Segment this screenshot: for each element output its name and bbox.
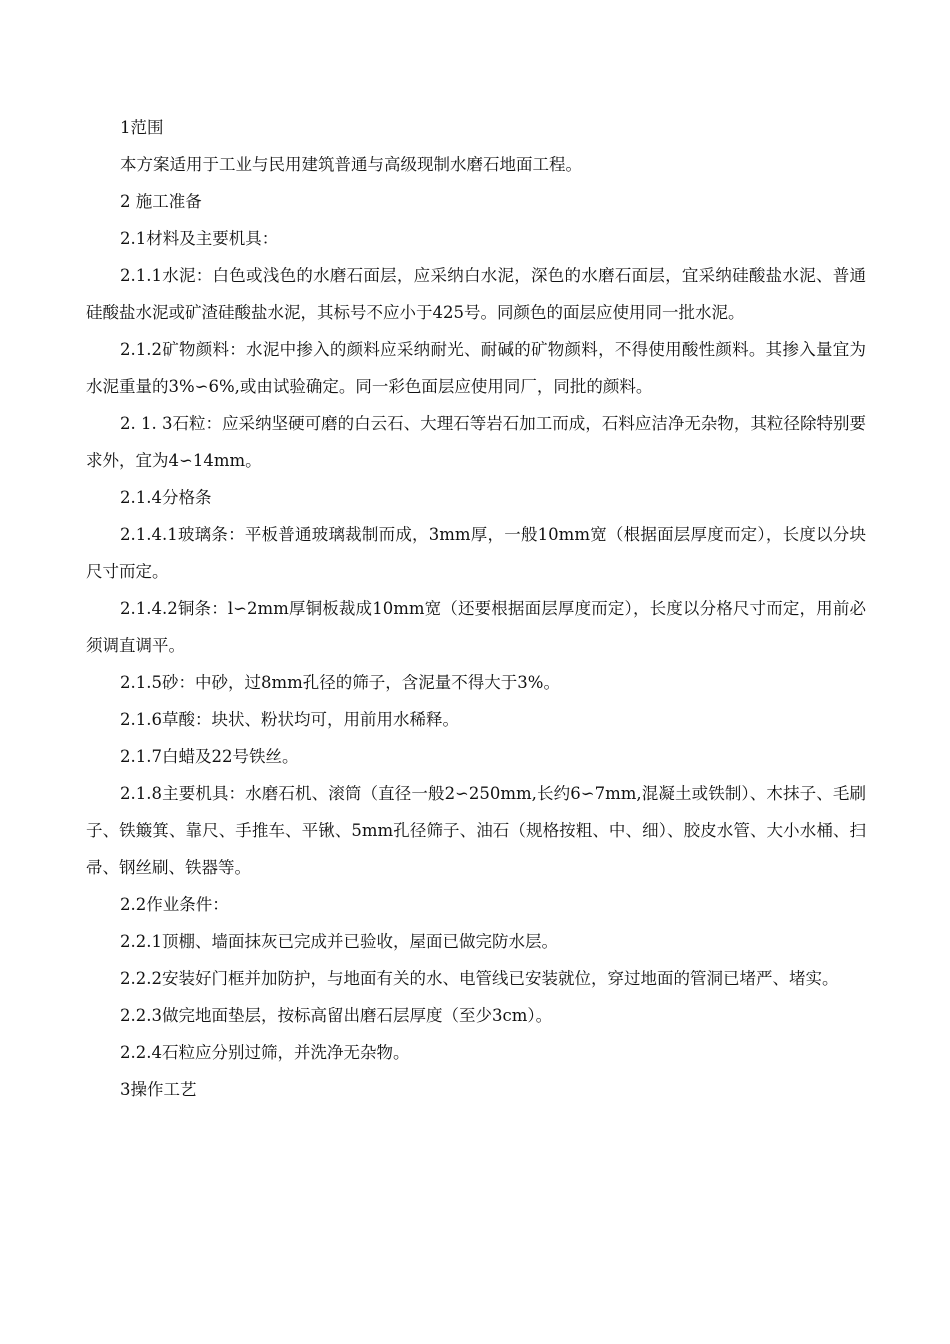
paragraph-oxalic-acid: 2.1.6草酸：块状、粉状均可，用前用水稀释。 (120, 710, 459, 729)
paragraph-stone-sieving: 2.2.4石粒应分别过筛，并洗净无杂物。 (120, 1043, 410, 1062)
paragraph-copper-strips: 2.1.4.2铜条：l∽2mm厚铜板裁成10mm宽（还要根据面层厚度而定），长度以分格尺寸而定，用前必须调直调平。 (86, 599, 866, 655)
paragraph-cement: 2.1.1水泥：白色或浅色的水磨石面层，应采纳白水泥，深色的水磨石面层，宜采纳硅酸盐水泥、普通硅酸盐水泥或矿渣硅酸盐水泥，其标号不应小于425号。同颜色的面层应使用同一批水泥。 (86, 266, 866, 322)
paragraph-pigment: 2.1.2矿物颜料：水泥中掺入的颜料应采纳耐光、耐碱的矿物颜料，不得使用酸性颜料。其掺入量宜为水泥重量的3%∽6%,或由试验确定。同一彩色面层应使用同厂，同批的颜料。 (86, 340, 866, 396)
paragraph-cushion-layer: 2.2.3做完地面垫层，按标高留出磨石层厚度（至少3cm）。 (120, 1006, 553, 1025)
paragraph-wax-wire: 2.1.7白蜡及22号铁丝。 (120, 747, 299, 766)
paragraph-glass-strips: 2.1.4.1玻璃条：平板普通玻璃裁制而成，3mm厚，一般10mm宽（根据面层厚度而定），长度以分块尺寸而定。 (86, 525, 866, 581)
section-heading-scope: 1范围 (120, 118, 164, 137)
section-heading-process: 3操作工艺 (120, 1080, 197, 1099)
subheading-work-conditions: 2.2作业条件： (120, 895, 229, 914)
paragraph-stone-grains: 2. 1. 3石粒：应采纳坚硬可磨的白云石、大理石等岩石加工而成，石料应洁净无杂物，其粒径除特别要求外，宜为4∽14mm。 (86, 414, 866, 470)
paragraph-sand: 2.1.5砂：中砂，过8mm孔径的筛子，含泥量不得大于3%。 (120, 673, 560, 692)
paragraph-door-frames: 2.2.2安装好门框并加防护，与地面有关的水、电管线已安装就位，穿过地面的管洞已堵严、堵实。 (120, 969, 839, 988)
paragraph-ceiling-walls: 2.2.1顶棚、墙面抹灰已完成并已验收，屋面已做完防水层。 (120, 932, 558, 951)
paragraph-main-tools: 2.1.8主要机具：水磨石机、滚筒（直径一般2∽250mm,长约6∽7mm,混凝土或铁制）、木抹子、毛刷子、铁簸箕、靠尺、手推车、平锹、5mm孔径筛子、油石（规格按粗、中、细）、胶皮水管、大小水桶、扫帚、钢丝刷、铁器等。 (86, 784, 866, 877)
subheading-divider-strips: 2.1.4分格条 (120, 488, 212, 507)
section-heading-preparation: 2 施工准备 (120, 192, 202, 211)
document-body (86, 109, 866, 1108)
paragraph-scope-text: 本方案适用于工业与民用建筑普通与高级现制水磨石地面工程。 (120, 155, 582, 174)
subheading-materials: 2.1材料及主要机具： (120, 229, 279, 248)
